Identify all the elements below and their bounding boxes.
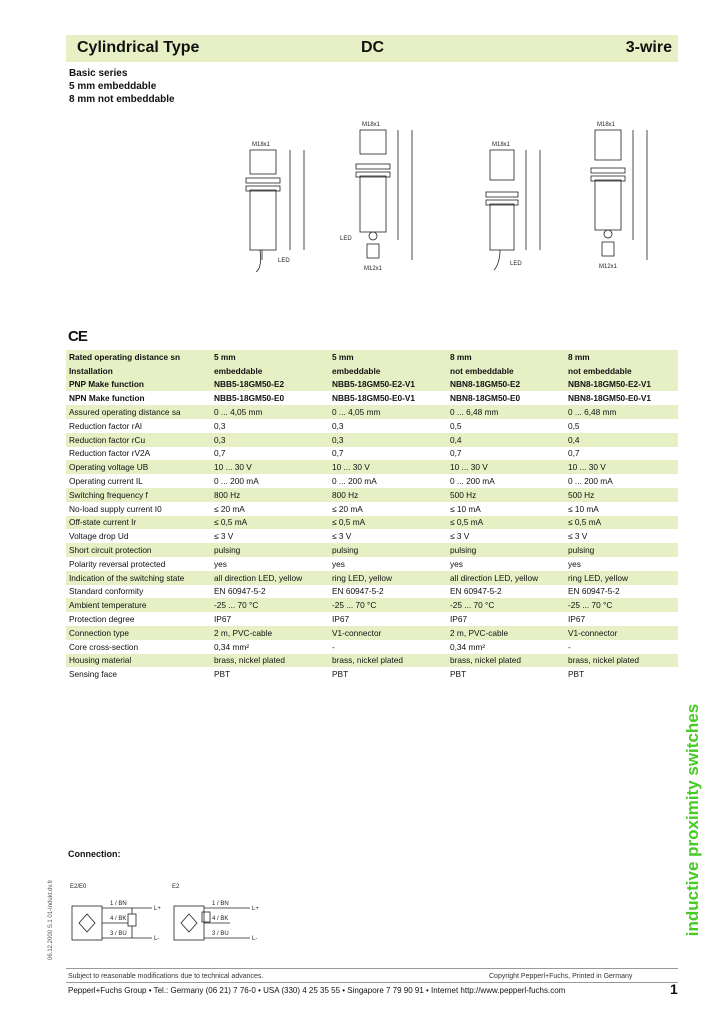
row-label: Short circuit protection (66, 543, 211, 557)
table-cell: pulsing (329, 543, 447, 557)
sidebar-band (678, 690, 706, 960)
table-cell: pulsing (447, 543, 565, 557)
row-label: Indication of the switching state (66, 571, 211, 585)
footer-copyright: Copyright Pepperl+Fuchs, Printed in Germany (489, 973, 633, 980)
header-wire: 3-wire (625, 39, 672, 56)
table-cell: IP67 (565, 612, 678, 626)
wire-label: 3 / BU (212, 931, 229, 937)
connector-label: M12x1 (599, 264, 618, 270)
table-cell: 0 ... 4,05 mm (211, 405, 329, 419)
subtitle-line: Basic series (69, 68, 128, 79)
table-row (66, 447, 678, 461)
table-row (66, 364, 678, 378)
table-row (66, 419, 678, 433)
subtitle (69, 67, 175, 106)
table-row (66, 460, 678, 474)
row-label: Housing material (66, 654, 211, 668)
table-cell: not embeddable (447, 364, 565, 378)
table-cell: yes (211, 557, 329, 571)
table-row (66, 626, 678, 640)
table-cell: NBB5-18GM50-E0 (211, 391, 329, 405)
row-label: NPN Make function (66, 391, 211, 405)
table-cell: 800 Hz (211, 488, 329, 502)
table-cell: NBN8-18GM50-E0 (447, 391, 565, 405)
table-row (66, 488, 678, 502)
table-cell: ring LED, yellow (565, 571, 678, 585)
page-title: Cylindrical Type (77, 39, 200, 56)
row-label: Polarity reversal protected (66, 557, 211, 571)
led-label: LED (510, 261, 522, 267)
drawing-4 (591, 122, 647, 270)
table-cell: ≤ 20 mA (211, 502, 329, 516)
table-cell: -25 ... 70 °C (329, 598, 447, 612)
table-cell: not embeddable (565, 364, 678, 378)
table-cell: 0,3 (329, 433, 447, 447)
table-cell: brass, nickel plated (329, 654, 447, 668)
table-cell: 5 mm (211, 350, 329, 364)
table-cell: EN 60947-5-2 (211, 585, 329, 599)
spec-table (66, 350, 678, 681)
table-cell: 8 mm (447, 350, 565, 364)
wire-label: 4 / BK (110, 916, 127, 922)
row-label: Standard conformity (66, 585, 211, 599)
table-cell: 0,7 (565, 447, 678, 461)
table-cell: 0,34 mm² (211, 640, 329, 654)
table-cell: 5 mm (329, 350, 447, 364)
table-cell: 0,5 (565, 419, 678, 433)
terminal-label: L- (154, 936, 160, 942)
table-cell: 500 Hz (447, 488, 565, 502)
terminal-label: L- (252, 936, 258, 942)
table-cell: all direction LED, yellow (211, 571, 329, 585)
table-cell: V1-connector (329, 626, 447, 640)
table-row (66, 502, 678, 516)
table-cell: 0,34 mm² (447, 640, 565, 654)
table-cell: all direction LED, yellow (447, 571, 565, 585)
table-cell: - (329, 640, 447, 654)
table-cell: pulsing (565, 543, 678, 557)
table-row (66, 612, 678, 626)
table-cell: 0,7 (211, 447, 329, 461)
table-cell: pulsing (211, 543, 329, 557)
table-cell: 0 ... 200 mA (329, 474, 447, 488)
table-cell: ≤ 3 V (211, 529, 329, 543)
table-cell: PBT (565, 667, 678, 681)
table-cell: EN 60947-5-2 (447, 585, 565, 599)
table-row (66, 516, 678, 530)
row-label: No-load supply current I0 (66, 502, 211, 516)
table-cell: 0,3 (329, 419, 447, 433)
terminal-label: L+ (252, 906, 259, 912)
table-cell: yes (447, 557, 565, 571)
row-label: Ambient temperature (66, 598, 211, 612)
row-label: Sensing face (66, 667, 211, 681)
footer-disclaimer: Subject to reasonable modifications due to technical advances. (68, 973, 264, 980)
row-label: Connection type (66, 626, 211, 640)
table-cell: PBT (329, 667, 447, 681)
table-cell: ≤ 20 mA (329, 502, 447, 516)
table-cell: 10 ... 30 V (211, 460, 329, 474)
wire-label: 4 / BK (212, 916, 229, 922)
subtitle-line: 5 mm embeddable (69, 81, 157, 92)
ce-mark: CE (68, 328, 87, 345)
table-row (66, 585, 678, 599)
table-cell: ≤ 0,5 mA (211, 516, 329, 530)
wire-label: 1 / BN (110, 901, 127, 907)
table-row (66, 543, 678, 557)
row-label: Operating current IL (66, 474, 211, 488)
table-cell: 10 ... 30 V (329, 460, 447, 474)
table-cell: PBT (447, 667, 565, 681)
table-cell: 0 ... 200 mA (211, 474, 329, 488)
table-cell: ≤ 0,5 mA (565, 516, 678, 530)
table-cell: 0,3 (211, 433, 329, 447)
page-number: 1 (670, 981, 678, 997)
table-cell: ≤ 10 mA (447, 502, 565, 516)
sidebar-text: inductive proximity switches (683, 703, 702, 937)
table-cell: 0,4 (447, 433, 565, 447)
table-cell: NBN8-18GM50-E2 (447, 378, 565, 392)
table-cell: - (565, 640, 678, 654)
table-cell: V1-connector (565, 626, 678, 640)
sensor-drawings (220, 120, 680, 300)
table-cell: PBT (211, 667, 329, 681)
wire-label: 1 / BN (212, 901, 229, 907)
table-cell: 0 ... 6,48 mm (447, 405, 565, 419)
table-cell: EN 60947-5-2 (329, 585, 447, 599)
table-row (66, 350, 678, 364)
wire-label: 3 / BU (110, 931, 127, 937)
table-row (66, 529, 678, 543)
thread-label: M18x1 (597, 122, 616, 128)
table-cell: 0 ... 200 mA (447, 474, 565, 488)
table-cell: 2 m, PVC-cable (211, 626, 329, 640)
table-cell: yes (565, 557, 678, 571)
table-cell: ≤ 3 V (447, 529, 565, 543)
table-cell: embeddable (329, 364, 447, 378)
table-cell: ≤ 0,5 mA (329, 516, 447, 530)
table-row (66, 405, 678, 419)
table-cell: 800 Hz (329, 488, 447, 502)
row-label: Reduction factor rV2A (66, 447, 211, 461)
table-row (66, 378, 678, 392)
table-row (66, 557, 678, 571)
connector-label: M12x1 (364, 266, 383, 272)
drawing-1 (246, 142, 304, 272)
table-cell: 0,7 (447, 447, 565, 461)
table-cell: yes (329, 557, 447, 571)
table-cell: 0,5 (447, 419, 565, 433)
table-cell: 8 mm (565, 350, 678, 364)
table-cell: ring LED, yellow (329, 571, 447, 585)
row-label: Reduction factor rAl (66, 419, 211, 433)
table-cell: NBN8-18GM50-E0-V1 (565, 391, 678, 405)
row-label: Core cross-section (66, 640, 211, 654)
table-cell: -25 ... 70 °C (211, 598, 329, 612)
table-cell: 0,3 (211, 419, 329, 433)
table-cell: 500 Hz (565, 488, 678, 502)
table-row (66, 571, 678, 585)
thread-label: M18x1 (492, 142, 511, 148)
thread-label: M18x1 (252, 142, 271, 148)
header-dc: DC (361, 39, 385, 56)
table-cell: 0,7 (329, 447, 447, 461)
table-cell: IP67 (211, 612, 329, 626)
footer-contact: Pepperl+Fuchs Group • Tel.: Germany (06 21) 7 76-0 • USA (330) 4 25 35 55 • Singapore 7 79 90 91 • Internet http://www.pepperl-fuchs.com (68, 986, 566, 995)
table-cell: NBB5-18GM50-E0-V1 (329, 391, 447, 405)
table-cell: 10 ... 30 V (565, 460, 678, 474)
table-cell: NBB5-18GM50-E2-V1 (329, 378, 447, 392)
row-label: Voltage drop Ud (66, 529, 211, 543)
table-cell: 2 m, PVC-cable (447, 626, 565, 640)
footer-divider (66, 982, 678, 983)
connection-title: Connection: (68, 849, 121, 859)
side-note: 06.12.2000 S.1 01-Indukt.dv.fr (48, 879, 54, 960)
thread-label: M18x1 (362, 122, 381, 128)
row-label: Rated operating distance sn (66, 350, 211, 364)
table-cell: ≤ 10 mA (565, 502, 678, 516)
table-cell: IP67 (329, 612, 447, 626)
row-label: PNP Make function (66, 378, 211, 392)
table-cell: -25 ... 70 °C (447, 598, 565, 612)
connection-diagrams (68, 880, 298, 950)
table-cell: ≤ 3 V (329, 529, 447, 543)
table-row (66, 667, 678, 681)
table-cell: ≤ 3 V (565, 529, 678, 543)
drawing-2 (340, 122, 412, 272)
row-label: Protection degree (66, 612, 211, 626)
row-label: Reduction factor rCu (66, 433, 211, 447)
table-cell: 10 ... 30 V (447, 460, 565, 474)
table-cell: IP67 (447, 612, 565, 626)
row-label: Installation (66, 364, 211, 378)
table-cell: NBB5-18GM50-E2 (211, 378, 329, 392)
row-label: Switching frequency f (66, 488, 211, 502)
terminal-label: L+ (154, 906, 161, 912)
row-label: Assured operating distance sa (66, 405, 211, 419)
table-cell: 0,4 (565, 433, 678, 447)
diagram-label-left: E2/E0 (70, 884, 87, 890)
footer-divider (66, 968, 678, 969)
table-cell: -25 ... 70 °C (565, 598, 678, 612)
table-cell: brass, nickel plated (565, 654, 678, 668)
table-cell: brass, nickel plated (447, 654, 565, 668)
table-cell: brass, nickel plated (211, 654, 329, 668)
table-cell: EN 60947-5-2 (565, 585, 678, 599)
row-label: Operating voltage UB (66, 460, 211, 474)
table-cell: 0 ... 6,48 mm (565, 405, 678, 419)
header-band (66, 35, 678, 62)
row-label: Off-state current Ir (66, 516, 211, 530)
table-row (66, 474, 678, 488)
led-label: LED (278, 258, 290, 264)
table-row (66, 640, 678, 654)
table-cell: NBN8-18GM50-E2-V1 (565, 378, 678, 392)
table-row (66, 433, 678, 447)
table-cell: 0 ... 4,05 mm (329, 405, 447, 419)
table-cell: ≤ 0,5 mA (447, 516, 565, 530)
diagram-label-right: E2 (172, 884, 180, 890)
table-row (66, 391, 678, 405)
subtitle-line: 8 mm not embeddable (69, 94, 175, 105)
table-row (66, 654, 678, 668)
drawing-3 (486, 142, 540, 270)
table-cell: 0 ... 200 mA (565, 474, 678, 488)
led-label: LED (340, 236, 352, 242)
table-row (66, 598, 678, 612)
table-cell: embeddable (211, 364, 329, 378)
